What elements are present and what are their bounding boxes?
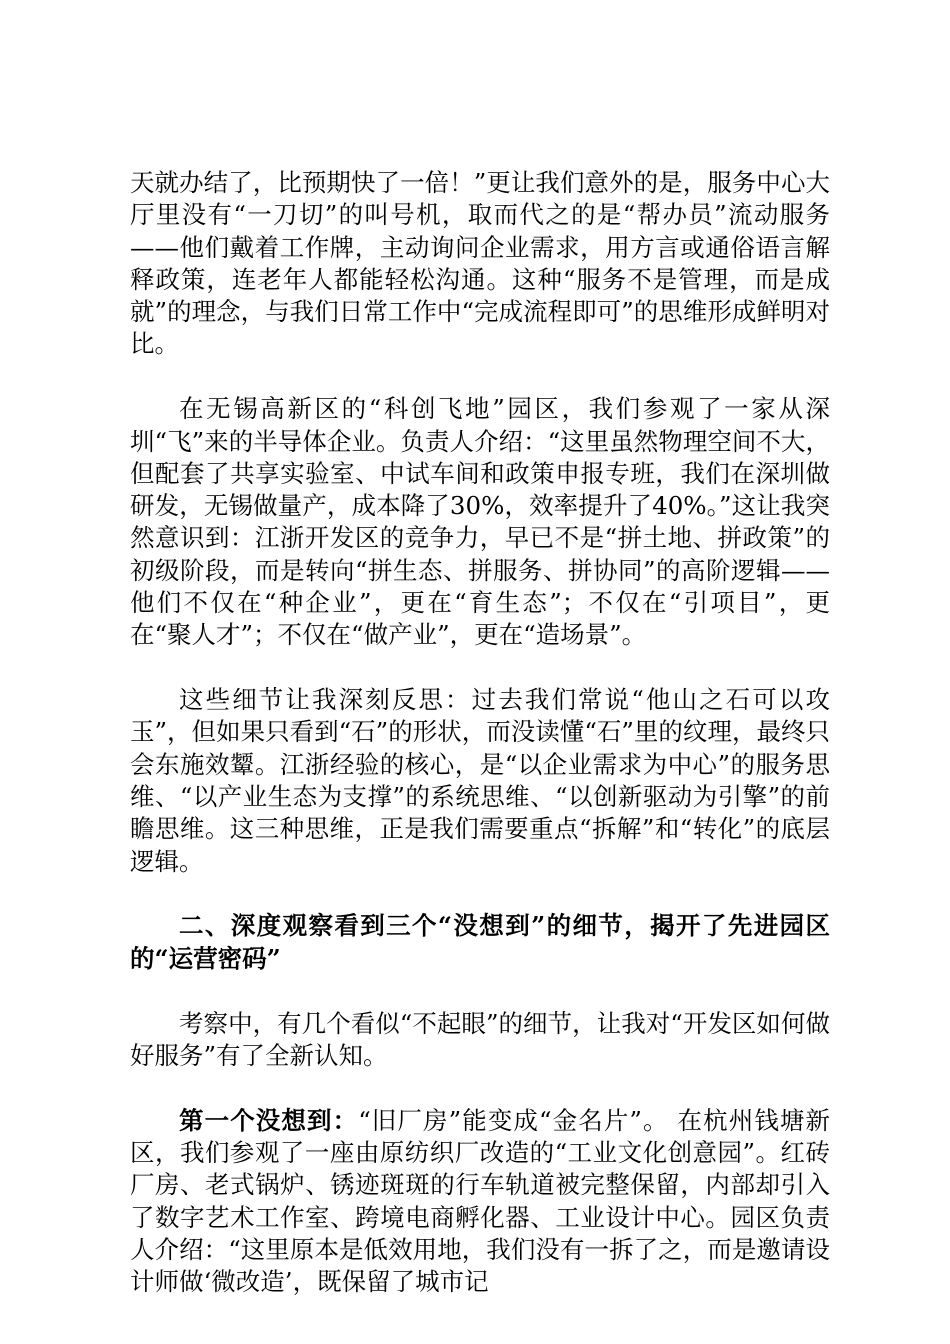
first-surprise-body: “旧厂房”能变成“金名片”。 在杭州钱塘新区，我们参观了一座由原纺织厂改造的“工业文化创意园”。红砖厂房、老式锅炉、锈迹斑斑的行车轨道被完整保留，内部却引入了数字艺术工作室、跨境电商孵化器、工业设计中心。园区负责人介绍：“这里原本是低效用地，我们没有一拆了之，而是邀请设计师做‘微改造’，既保留了城市记 — [130, 1105, 831, 1297]
document-page — [130, 167, 830, 1331]
paragraph-observation-intro: 考察中，有几个看似“不起眼”的细节，让我对“开发区如何做好服务”有了全新认知。 — [130, 1008, 830, 1070]
first-surprise-lead: 第一个没想到： — [179, 1105, 359, 1135]
paragraph-first-surprise — [130, 1105, 830, 1299]
paragraph-reflection: 这些细节让我深刻反思：过去我们常说“他山之石可以攻玉”，但如果只看到“石”的形状，而没读懂“石”里的纹理，最终只会东施效颦。江浙经验的核心，是“以企业需求为中心”的服务思维、“以产业生态为支撑”的系统思维、“以创新驱动为引擎”的前瞻思维。这三种思维，正是我们需要重点“拆解”和“转化”的底层逻辑。 — [130, 685, 830, 876]
paragraph-wuxi-park: 在无锡高新区的“科创飞地”园区，我们参观了一家从深圳“飞”来的半导体企业。负责人介绍：“这里虽然物理空间不大，但配套了共享实验室、中试车间和政策申报专班，我们在深圳做研发，无锡做量产，成本降了30%，效率提升了40%。”这让我突然意识到：江浙开发区的竞争力，早已不是“拼土地、拼政策”的初级阶段，而是转向“拼生态、拼服务、拼协同”的高阶逻辑——他们不仅在“种企业”，更在“育生态”；不仅在“引项目”，更在“聚人才”；不仅在“做产业”，更在“造场景”。 — [130, 394, 830, 650]
paragraph-service-center: 天就办结了，比预期快了一倍！”更让我们意外的是，服务中心大厅里没有“一刀切”的叫号机，取而代之的是“帮办员”流动服务——他们戴着工作牌，主动询问企业需求，用方言或通俗语言解释政策，连老年人都能轻松沟通。这种“服务不是管理，而是成就”的理念，与我们日常工作中“完成流程即可”的思维形成鲜明对比。 — [130, 168, 830, 359]
section-heading-2: 二、深度观察看到三个“没想到”的细节，揭开了先进园区的“运营密码” — [130, 911, 830, 973]
